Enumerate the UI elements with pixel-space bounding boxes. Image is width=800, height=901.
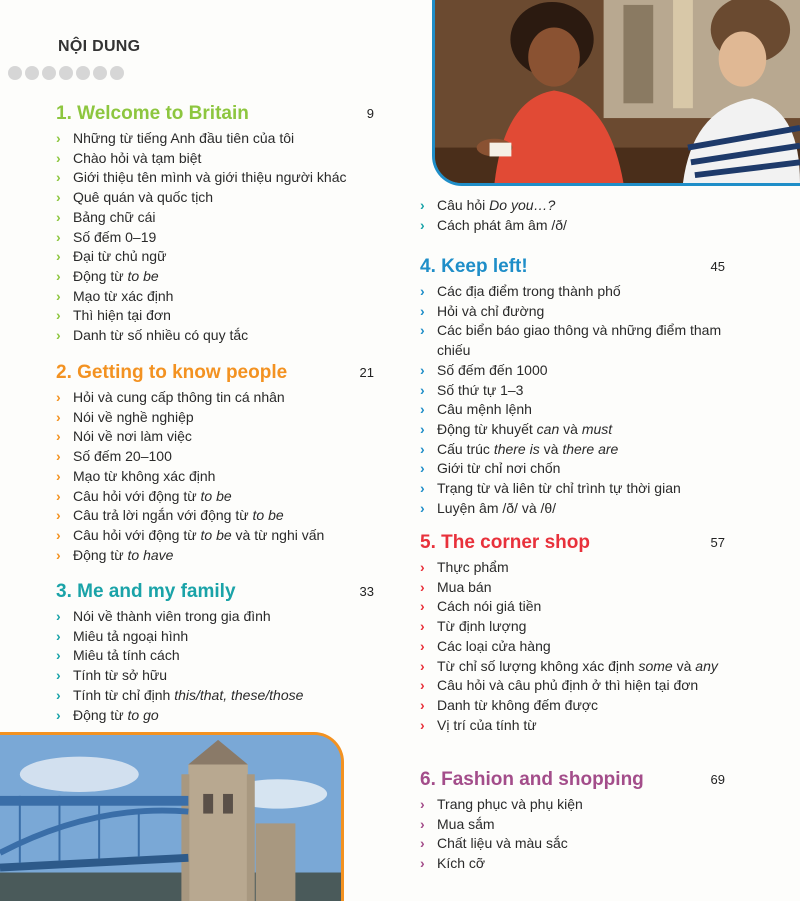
topic-text: Các địa điểm trong thành phố [437, 283, 621, 299]
chevron-right-icon: › [420, 696, 425, 713]
chevron-right-icon: › [56, 287, 61, 304]
topic-item [420, 216, 725, 236]
chevron-right-icon: › [56, 149, 61, 166]
chevron-right-icon: › [56, 546, 61, 563]
topic-text: Câu hỏi [437, 197, 490, 213]
topic-text: Từ định lượng [437, 618, 527, 635]
topic-text: Nói về nghề nghiệp [73, 408, 194, 425]
topic-text: Động từ khuyết [437, 420, 537, 437]
section-2 [56, 362, 374, 565]
topic-item [420, 597, 725, 617]
dot [42, 66, 56, 80]
topic-text: Trang phục và phụ kiện [437, 796, 583, 812]
topic-term: to be [200, 526, 232, 543]
topic-text: Tính từ sở hữu [73, 667, 168, 684]
topic-text: và từ nghi vấn [231, 526, 325, 543]
topic-text: Hỏi và chỉ đường [437, 302, 545, 319]
chevron-right-icon: › [420, 835, 425, 852]
section-6 [420, 769, 725, 874]
topic-term: to have [127, 546, 174, 563]
topic-text: Danh từ không đếm được [437, 696, 599, 713]
topic-text: Giới thiệu tên mình và giới thiệu người khác [73, 169, 347, 186]
topic-item [420, 302, 725, 322]
topic-text: Giới từ chỉ nơi chốn [437, 460, 561, 477]
topic-list [420, 196, 725, 235]
tower-bridge-photo [0, 732, 344, 901]
section-title: 1. Welcome to Britain [56, 103, 249, 124]
page-title: NỘI DUNG [58, 38, 141, 55]
chevron-right-icon: › [420, 216, 425, 233]
topic-item [420, 558, 725, 578]
topic-text: Mạo từ xác định [73, 287, 174, 304]
topic-item [56, 646, 366, 666]
topic-item [420, 381, 725, 401]
topic-item [56, 168, 366, 188]
chevron-right-icon: › [420, 855, 425, 872]
topic-item [56, 627, 366, 647]
chevron-right-icon: › [420, 480, 425, 497]
topic-item [56, 388, 366, 408]
topic-text: Nói về thành viên trong gia đình [73, 608, 271, 624]
topic-text: Chất liệu và màu sắc [437, 835, 568, 852]
topic-item [420, 420, 725, 440]
dot [110, 66, 124, 80]
topic-text: Các biển báo giao thông và những điểm tham chiếu [437, 322, 722, 359]
topic-text: Miêu tả ngoại hình [73, 627, 189, 644]
section-4 [420, 256, 725, 518]
topic-item [56, 228, 366, 248]
topic-item [420, 657, 725, 677]
topic-text: Cách nói giá tiền [437, 598, 542, 615]
section-3-continued [420, 196, 725, 235]
section-title: 5. The corner shop [420, 532, 590, 553]
dot [8, 66, 22, 80]
chevron-right-icon: › [420, 381, 425, 398]
topic-text: Trạng từ và liên từ chỉ trình tự thời gian [437, 480, 681, 497]
topic-text: Vị trí của tính từ [437, 716, 537, 733]
page-number: 57 [710, 535, 725, 550]
chevron-right-icon: › [56, 189, 61, 206]
topic-term: to be [200, 487, 232, 504]
topic-text: Kích cỡ [437, 855, 486, 872]
topic-text: Câu hỏi với động từ [73, 487, 201, 504]
topic-item [420, 400, 725, 420]
topic-item [420, 696, 725, 716]
topic-text: Luyện âm /ð/ và /θ/ [437, 499, 557, 516]
section-title: 6. Fashion and shopping [420, 769, 644, 790]
topic-term: there are [562, 440, 619, 457]
topic-item [420, 282, 725, 302]
topic-term: can [536, 420, 560, 437]
topic-text: Cách phát âm âm /ð/ [437, 216, 567, 233]
topic-list [420, 558, 725, 735]
chevron-right-icon: › [56, 327, 61, 344]
chevron-right-icon: › [56, 647, 61, 664]
topic-list [56, 388, 366, 565]
topic-item [56, 306, 366, 326]
topic-text: Số đếm đến 1000 [437, 361, 548, 378]
topic-item [420, 716, 725, 736]
chevron-right-icon: › [56, 706, 61, 723]
chevron-right-icon: › [56, 228, 61, 245]
chevron-right-icon: › [56, 507, 61, 524]
chevron-right-icon: › [420, 559, 425, 575]
topic-text: Thực phẩm [437, 559, 509, 575]
topic-item [420, 617, 725, 637]
chevron-right-icon: › [56, 526, 61, 543]
topic-item [420, 676, 725, 696]
topic-text: Câu trả lời ngắn với động từ [73, 507, 253, 524]
topic-item [420, 637, 725, 657]
topic-item [56, 447, 366, 467]
topic-item [56, 666, 366, 686]
topic-item [56, 208, 366, 228]
decorative-dots [8, 66, 124, 80]
topic-text: Mua sắm [437, 815, 495, 832]
topic-text: và [672, 657, 696, 674]
topic-text: Từ chỉ số lượng không xác định [437, 657, 639, 674]
topic-item [56, 706, 366, 726]
topic-text: Câu mệnh lệnh [437, 401, 532, 418]
page-number: 45 [710, 259, 725, 274]
topic-list [56, 129, 366, 346]
topic-text: Động từ [73, 546, 128, 563]
topic-text: Thì hiện tại đơn [73, 307, 171, 324]
chevron-right-icon: › [420, 322, 425, 339]
chevron-right-icon: › [56, 428, 61, 445]
topic-text: Số thứ tự 1–3 [437, 381, 524, 398]
topic-item [56, 487, 366, 507]
topic-text: Tính từ chỉ định [73, 686, 175, 703]
dot [59, 66, 73, 80]
topic-list [420, 795, 725, 874]
topic-item [420, 854, 725, 874]
dot [93, 66, 107, 80]
topic-item [56, 506, 366, 526]
topic-text: và [559, 420, 582, 437]
section-title: 3. Me and my family [56, 581, 236, 602]
chevron-right-icon: › [56, 487, 61, 504]
topic-text: Danh từ số nhiều có quy tắc [73, 327, 249, 344]
chevron-right-icon: › [420, 598, 425, 615]
topic-list [420, 282, 725, 518]
topic-item [56, 607, 366, 627]
chevron-right-icon: › [56, 448, 61, 465]
topic-term: this/that, these/those [174, 686, 304, 703]
topic-text: Câu hỏi và câu phủ định ở thì hiện tại đơn [437, 677, 699, 694]
topic-item [420, 321, 725, 360]
chevron-right-icon: › [420, 677, 425, 694]
chevron-right-icon: › [420, 637, 425, 654]
topic-text: Chào hỏi và tạm biệt [73, 149, 202, 166]
topic-item [56, 408, 366, 428]
topic-term: Do you…? [489, 197, 556, 213]
topic-term: some [638, 657, 673, 674]
chevron-right-icon: › [420, 440, 425, 457]
chevron-right-icon: › [56, 389, 61, 405]
topic-item [56, 129, 366, 149]
topic-text: Số đếm 0–19 [73, 228, 157, 245]
topic-item [420, 196, 725, 216]
topic-text: Hỏi và cung cấp thông tin cá nhân [73, 389, 285, 405]
topic-text: Các loại cửa hàng [437, 637, 551, 654]
chevron-right-icon: › [420, 361, 425, 378]
chevron-right-icon: › [420, 420, 425, 437]
chevron-right-icon: › [420, 283, 425, 299]
chevron-right-icon: › [420, 796, 425, 812]
topic-text: Những từ tiếng Anh đầu tiên của tôi [73, 130, 295, 146]
topic-item [420, 361, 725, 381]
topic-term: to go [127, 706, 159, 723]
topic-item [420, 459, 725, 479]
section-title: 2. Getting to know people [56, 362, 288, 383]
chevron-right-icon: › [56, 467, 61, 484]
topic-text: Cấu trúc [437, 440, 494, 457]
chevron-right-icon: › [420, 815, 425, 832]
topic-item [420, 499, 725, 519]
topic-term: to be [127, 267, 159, 284]
topic-text: Bảng chữ cái [73, 208, 156, 225]
section-1 [56, 103, 374, 346]
topic-term: any [695, 657, 718, 674]
page-number: 9 [366, 106, 374, 121]
topic-item [420, 815, 725, 835]
topic-item [56, 188, 366, 208]
topic-item [56, 267, 366, 287]
cafe-photo [432, 0, 800, 186]
topic-item [420, 578, 725, 598]
chevron-right-icon: › [56, 408, 61, 425]
page-number: 21 [359, 365, 374, 380]
dot [25, 66, 39, 80]
topic-text: Động từ [73, 706, 128, 723]
chevron-right-icon: › [420, 499, 425, 516]
topic-text: Câu hỏi với động từ [73, 526, 201, 543]
topic-item [420, 834, 725, 854]
topic-item [56, 686, 366, 706]
topic-text: Số đếm 20–100 [73, 448, 172, 465]
section-5 [420, 532, 725, 735]
chevron-right-icon: › [420, 197, 425, 213]
chevron-right-icon: › [56, 686, 61, 703]
topic-item [56, 287, 366, 307]
dot [76, 66, 90, 80]
chevron-right-icon: › [420, 302, 425, 319]
topic-text: Động từ [73, 267, 128, 284]
topic-term: there is [493, 440, 540, 457]
topic-item [56, 526, 366, 546]
topic-item [56, 467, 366, 487]
chevron-right-icon: › [420, 716, 425, 733]
topic-item [56, 546, 366, 566]
topic-item [56, 247, 366, 267]
chevron-right-icon: › [56, 130, 61, 146]
topic-item [420, 479, 725, 499]
section-title: 4. Keep left! [420, 256, 528, 277]
topic-item [420, 795, 725, 815]
page-number: 33 [359, 584, 374, 599]
topic-text: Quê quán và quốc tịch [73, 189, 214, 206]
topic-item [420, 440, 725, 460]
topic-text: Nói về nơi làm việc [73, 428, 192, 445]
section-3 [56, 581, 374, 725]
chevron-right-icon: › [56, 627, 61, 644]
topic-text: và [539, 440, 563, 457]
topic-item [56, 326, 366, 346]
topic-term: must [581, 420, 613, 437]
chevron-right-icon: › [56, 667, 61, 684]
page-number: 69 [710, 772, 725, 787]
topic-text: Mạo từ không xác định [73, 467, 216, 484]
topic-term: to be [252, 507, 284, 524]
chevron-right-icon: › [420, 578, 425, 595]
chevron-right-icon: › [420, 657, 425, 674]
chevron-right-icon: › [56, 248, 61, 265]
chevron-right-icon: › [420, 460, 425, 477]
chevron-right-icon: › [56, 608, 61, 624]
topic-text: Miêu tả tính cách [73, 647, 180, 664]
topic-item [56, 427, 366, 447]
chevron-right-icon: › [420, 401, 425, 418]
chevron-right-icon: › [420, 618, 425, 635]
topic-text: Mua bán [437, 578, 492, 595]
topic-text: Đại từ chủ ngữ [73, 248, 167, 265]
chevron-right-icon: › [56, 307, 61, 324]
chevron-right-icon: › [56, 267, 61, 284]
chevron-right-icon: › [56, 169, 61, 186]
chevron-right-icon: › [56, 208, 61, 225]
topic-item [56, 149, 366, 169]
topic-list [56, 607, 366, 725]
